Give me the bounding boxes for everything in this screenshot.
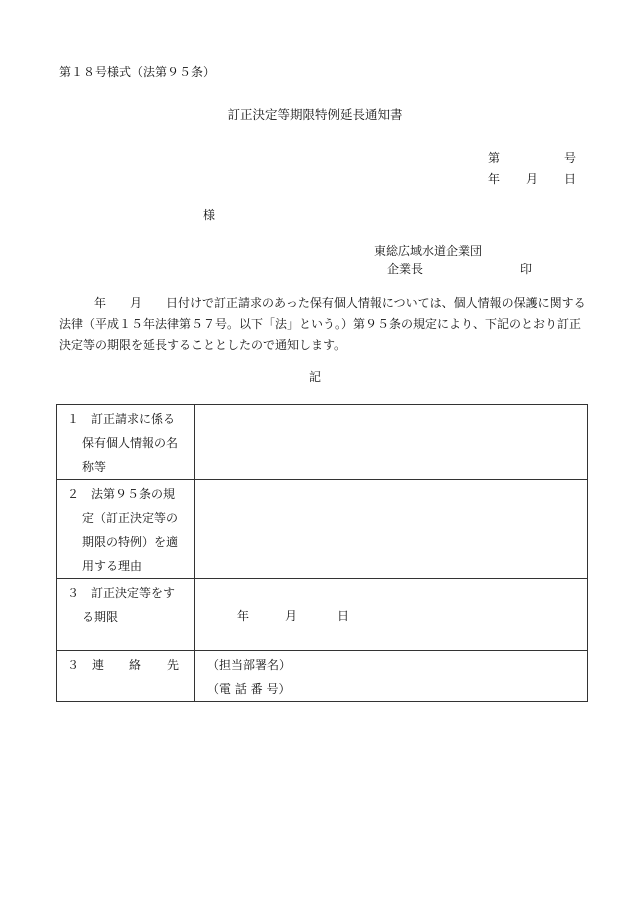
addressee-suffix: 様 xyxy=(203,208,216,222)
table-row-deadline xyxy=(57,579,588,651)
deadline-month: 月 xyxy=(285,609,298,623)
number-prefix: 第 xyxy=(488,151,501,165)
value-info-name[interactable] xyxy=(195,405,588,480)
issue-date-line xyxy=(488,171,578,192)
sender-title: 企業長 xyxy=(387,262,424,276)
label-line: １ 訂正請求に係る xyxy=(67,412,176,426)
table-row-contact xyxy=(57,651,588,702)
label-line: 保有個人情報の名 xyxy=(82,436,179,450)
value-reason[interactable] xyxy=(195,480,588,579)
contact-label-char: 先 xyxy=(167,658,180,672)
contact-label-number: ３ xyxy=(67,658,80,672)
ki-heading: 記 xyxy=(308,370,321,384)
notice-body: 年 月 日付けで訂正請求のあった保有個人情報については、個人情報の保護に関する法律（平成１５年法律第５７号。以下「法」という。）第９５条の規定により、下記のとおり訂正決定等の期限を延長することとしたので通知します。 xyxy=(59,296,586,352)
label-contact xyxy=(57,651,195,702)
reference-block xyxy=(488,150,578,192)
label-info-name xyxy=(57,405,195,480)
table-row-reason xyxy=(57,480,588,579)
issue-month: 月 xyxy=(526,172,539,186)
sender-organization: 東総広域水道企業団 xyxy=(374,244,483,258)
number-suffix: 号 xyxy=(564,151,577,165)
details-table xyxy=(56,404,588,702)
value-deadline[interactable] xyxy=(195,579,588,651)
deadline-year: 年 xyxy=(237,609,250,623)
label-line: 期限の特例）を適 xyxy=(82,535,179,549)
document-number-line xyxy=(488,150,578,171)
document-title: 訂正決定等期限特例延長通知書 xyxy=(227,107,403,122)
label-line: ３ 訂正決定等をす xyxy=(67,586,176,600)
contact-department: （担当部署名） xyxy=(207,658,292,672)
issue-year: 年 xyxy=(488,172,501,186)
label-line: る期限 xyxy=(82,610,119,624)
label-line: ２ 法第９５条の規 xyxy=(67,487,176,501)
label-line: 称等 xyxy=(82,460,107,474)
table-row-info-name xyxy=(57,405,588,480)
label-line: 定（訂正決定等の xyxy=(82,511,179,525)
label-deadline xyxy=(57,579,195,651)
deadline-day: 日 xyxy=(337,609,350,623)
label-line: 用する理由 xyxy=(82,559,143,573)
label-reason xyxy=(57,480,195,579)
form-number: 第１８号様式（法第９５条） xyxy=(59,65,216,79)
seal-mark: 印 xyxy=(520,262,533,276)
contact-label-char: 連 xyxy=(92,658,105,672)
value-contact[interactable] xyxy=(195,651,588,702)
contact-label xyxy=(57,653,194,677)
contact-label-char: 絡 xyxy=(129,658,142,672)
issue-day: 日 xyxy=(564,172,577,186)
contact-phone: （電 話 番 号） xyxy=(207,682,291,696)
